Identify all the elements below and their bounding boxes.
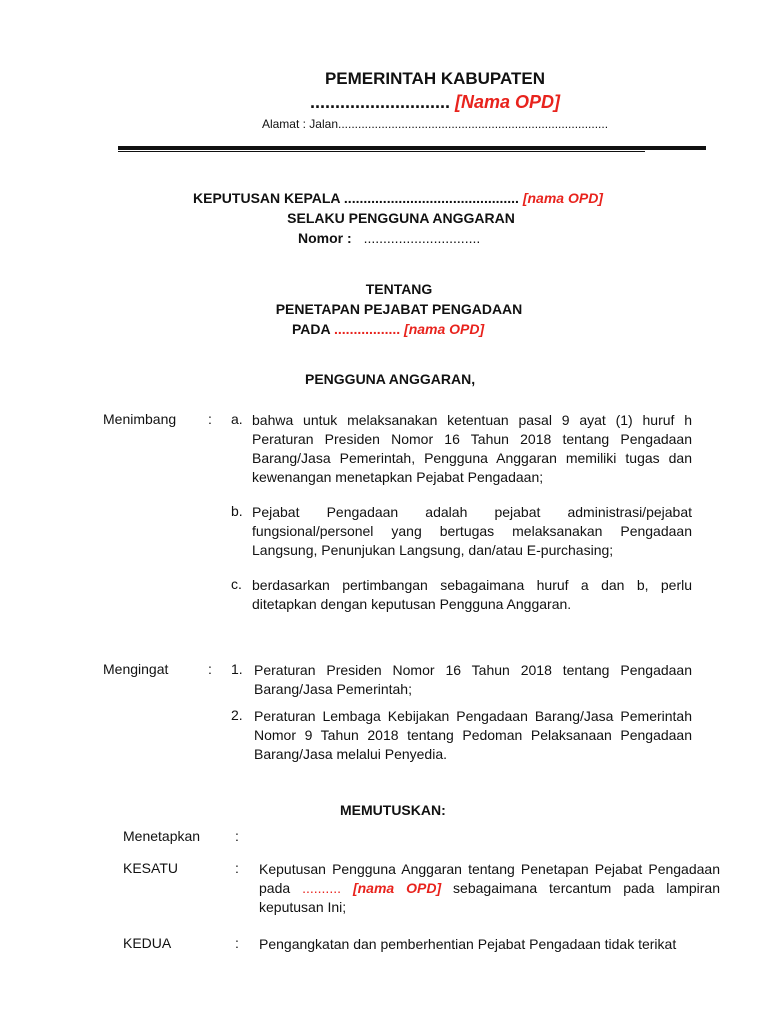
mengingat-item-1: Peraturan Presiden Nomor 16 Tahun 2018 tentang Pengadaan Barang/Jasa Pemerintah; — [254, 662, 692, 697]
letterhead-opd-line — [0, 92, 768, 113]
menimbang-item-a: bahwa untuk melaksanakan ketentuan pasal 9 ayat (1) huruf h Peraturan Presiden Nomor 16 Tahun 2018 tentang Pengadaan Barang/Jasa Pemerintah, Pengguna Anggaran memiliki tugas dan kewenangan menetapkan Pejabat Pengadaan; — [252, 412, 692, 485]
subject-tentang: TENTANG — [365, 281, 433, 297]
letterhead-rule-thin — [118, 151, 645, 152]
kesatu-text-part2: sebagaimana tercantum pada lampiran keputusan Ini; — [259, 880, 720, 915]
kedua-text: Pengangkatan dan pemberhentian Pejabat Pengadaan tidak terikat — [259, 936, 677, 952]
kesatu-text — [259, 860, 720, 917]
menimbang-item-c: berdasarkan pertimbangan sebagaimana huruf a dan b, perlu ditetapkan dengan keputusan Pengguna Anggaran. — [252, 577, 692, 612]
kedua-colon: : — [235, 935, 239, 951]
subject-pada-dots: ................. — [334, 321, 401, 337]
decree-number — [298, 230, 480, 246]
menimbang-item-b: Pejabat Pengadaan adalah pejabat administrasi/pejabat fungsional/personel yang bertugas melaksanakan Pengadaan Langsung, Penunjukan Langsung, dan/atau E-purchasing; — [252, 504, 692, 558]
subject-pada — [292, 321, 484, 337]
menimbang-marker-b: b. — [231, 503, 243, 519]
decree-number-label: Nomor : — [298, 230, 352, 246]
decree-title-line1 — [0, 190, 768, 206]
subject-pada-label: PADA — [292, 321, 331, 337]
memutuskan-heading: MEMUTUSKAN: — [340, 802, 446, 818]
mengingat-item-2: Peraturan Lembaga Kebijakan Pengadaan Barang/Jasa Pemerintah Nomor 9 Tahun 2018 tentang Pedoman Pelaksanaan Pengadaan Barang/Jasa melalui Penyedia. — [254, 708, 692, 762]
menimbang-label: Menimbang — [103, 411, 177, 427]
kedua-label: KEDUA — [123, 935, 172, 951]
subject-pada-opd: [nama OPD] — [404, 321, 485, 337]
mengingat-label: Mengingat — [103, 661, 169, 677]
mengingat-marker-2: 2. — [231, 707, 243, 723]
decree-title-text: KEPUTUSAN KEPALA ............................................. — [193, 190, 519, 206]
kesatu-colon: : — [235, 860, 239, 876]
decree-title-line2: SELAKU PENGGUNA ANGGARAN — [287, 210, 515, 226]
mengingat-colon: : — [208, 661, 212, 677]
menetapkan-label: Menetapkan — [123, 828, 201, 844]
mengingat-marker-1: 1. — [231, 661, 243, 677]
menimbang-marker-a: a. — [231, 411, 243, 427]
letterhead-dots: ............................ — [309, 92, 450, 112]
kesatu-dots: .......... — [302, 880, 341, 896]
kesatu-opd: [nama OPD] — [352, 880, 442, 896]
pengguna-anggaran-heading: PENGGUNA ANGGARAN, — [305, 371, 476, 387]
letterhead-gov-name: PEMERINTAH KABUPATEN — [324, 69, 546, 88]
kesatu-label: KESATU — [123, 860, 178, 876]
menimbang-colon: : — [208, 411, 212, 427]
letterhead-address: Alamat : Jalan................................................................................. — [261, 117, 609, 131]
menimbang-marker-c: c. — [231, 576, 242, 592]
decree-number-value: .............................. — [363, 230, 481, 246]
menetapkan-colon: : — [235, 828, 239, 844]
letterhead-rule — [118, 146, 706, 150]
decree-title-opd: [nama OPD] — [522, 190, 603, 206]
letterhead-opd-name: [Nama OPD] — [455, 92, 561, 112]
subject-line: PENETAPAN PEJABAT PENGADAAN — [275, 301, 523, 317]
kesatu-text-part1: Keputusan Pengguna Anggaran tentang Penetapan Pejabat Pengadaan pada — [259, 861, 720, 896]
